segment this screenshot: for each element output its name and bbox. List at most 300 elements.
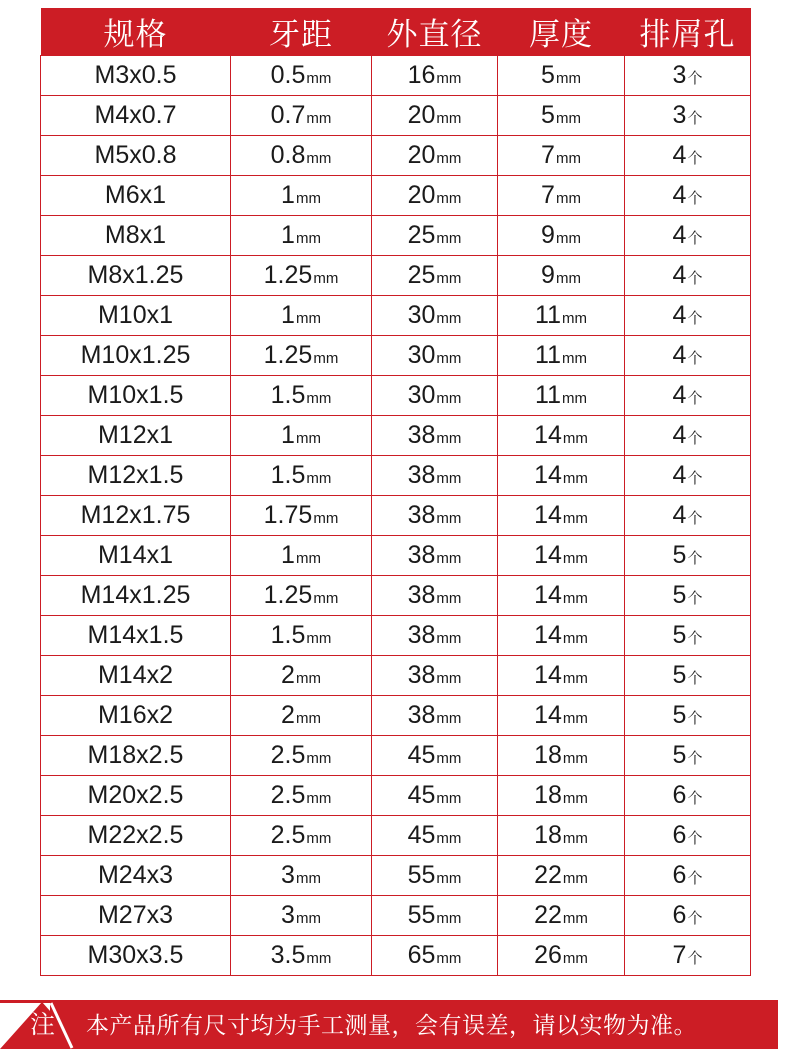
cell-value: 14: [534, 701, 562, 729]
cell-outer-diameter: [372, 536, 498, 576]
cell-outer-diameter: [372, 896, 498, 936]
cell-outer-diameter: [372, 656, 498, 696]
cell-chip-holes: [625, 336, 751, 376]
cell-outer-diameter: [372, 576, 498, 616]
cell-spec: [41, 696, 231, 736]
cell-unit: 个: [687, 670, 703, 687]
cell-value: 26: [534, 941, 562, 969]
table-body: [41, 56, 751, 976]
cell-value: 20: [407, 101, 436, 129]
cell-unit: mm: [313, 270, 339, 287]
cell-value: 5: [672, 581, 687, 609]
cell-chip-holes: [625, 96, 751, 136]
cell-unit: mm: [436, 150, 462, 167]
cell-value: 38: [407, 501, 436, 529]
cell-unit: mm: [562, 590, 588, 607]
cell-pitch: [231, 936, 372, 976]
cell-value: 14: [534, 541, 562, 569]
cell-unit: mm: [555, 70, 581, 87]
cell-unit: 个: [687, 910, 703, 927]
cell-value: 4: [672, 501, 687, 529]
cell-unit: mm: [436, 470, 462, 487]
cell-value: 38: [407, 541, 436, 569]
cell-outer-diameter: [372, 856, 498, 896]
cell-value: 2: [281, 661, 295, 689]
cell-value: M8x1.25: [87, 261, 184, 289]
cell-pitch: [231, 56, 372, 96]
table-row: [41, 216, 751, 256]
cell-value: M8x1: [104, 221, 167, 249]
cell-unit: mm: [436, 830, 462, 847]
cell-chip-holes: [625, 296, 751, 336]
cell-unit: mm: [555, 270, 581, 287]
cell-unit: mm: [436, 270, 462, 287]
table-row: [41, 256, 751, 296]
cell-unit: mm: [436, 910, 462, 927]
cell-value: 18: [534, 781, 562, 809]
cell-thickness: [498, 256, 625, 296]
cell-value: 14: [534, 461, 562, 489]
cell-unit: 个: [687, 150, 703, 167]
cell-chip-holes: [625, 176, 751, 216]
cell-pitch: [231, 336, 372, 376]
cell-chip-holes: [625, 576, 751, 616]
cell-pitch: [231, 816, 372, 856]
cell-value: 6: [672, 861, 687, 889]
cell-unit: mm: [562, 550, 588, 567]
cell-value: M14x2: [97, 661, 174, 689]
cell-spec: [41, 256, 231, 296]
cell-value: 2: [281, 701, 295, 729]
cell-value: 30: [407, 341, 436, 369]
cell-thickness: [498, 376, 625, 416]
cell-value: 14: [534, 581, 562, 609]
cell-thickness: [498, 456, 625, 496]
cell-chip-holes: [625, 376, 751, 416]
cell-unit: mm: [562, 470, 588, 487]
cell-value: 7: [541, 181, 555, 209]
cell-value: M24x3: [97, 861, 174, 889]
header-chip-holes: 排屑孔: [625, 8, 751, 56]
cell-unit: mm: [562, 950, 588, 967]
cell-unit: 个: [687, 750, 703, 767]
cell-value: 65: [407, 941, 436, 969]
cell-chip-holes: [625, 936, 751, 976]
cell-value: 1.25: [263, 341, 313, 369]
cell-outer-diameter: [372, 56, 498, 96]
cell-unit: 个: [687, 590, 703, 607]
cell-unit: mm: [295, 670, 321, 687]
cell-value: M22x2.5: [87, 821, 184, 849]
cell-pitch: [231, 496, 372, 536]
cell-value: 4: [672, 301, 687, 329]
cell-value: 1.25: [263, 581, 313, 609]
cell-thickness: [498, 576, 625, 616]
cell-chip-holes: [625, 816, 751, 856]
cell-pitch: [231, 736, 372, 776]
cell-unit: mm: [306, 110, 332, 127]
table-row: [41, 96, 751, 136]
table-row: [41, 56, 751, 96]
cell-pitch: [231, 856, 372, 896]
cell-value: M16x2: [97, 701, 174, 729]
cell-value: 1: [281, 541, 295, 569]
cell-thickness: [498, 136, 625, 176]
cell-unit: mm: [436, 590, 462, 607]
cell-pitch: [231, 376, 372, 416]
cell-value: 14: [534, 661, 562, 689]
cell-value: 1.75: [263, 501, 313, 529]
cell-value: M12x1.5: [87, 461, 184, 489]
cell-value: 1.5: [270, 381, 306, 409]
table-row: [41, 176, 751, 216]
cell-thickness: [498, 296, 625, 336]
cell-pitch: [231, 456, 372, 496]
cell-thickness: [498, 336, 625, 376]
cell-value: 30: [407, 381, 436, 409]
cell-spec: [41, 296, 231, 336]
note-text: 本产品所有尺寸均为手工测量，会有误差，请以实物为准。: [86, 1012, 697, 1038]
header-spec: 规格: [41, 8, 231, 56]
cell-unit: mm: [436, 110, 462, 127]
cell-value: 3.5: [270, 941, 306, 969]
cell-value: 4: [672, 461, 687, 489]
cell-value: M27x3: [97, 901, 174, 929]
cell-unit: mm: [562, 790, 588, 807]
cell-unit: mm: [295, 870, 321, 887]
cell-unit: mm: [295, 190, 321, 207]
table-row: [41, 536, 751, 576]
cell-unit: mm: [562, 830, 588, 847]
cell-thickness: [498, 816, 625, 856]
cell-outer-diameter: [372, 696, 498, 736]
cell-thickness: [498, 736, 625, 776]
cell-unit: mm: [555, 110, 581, 127]
cell-spec: [41, 656, 231, 696]
cell-value: M10x1.25: [80, 341, 191, 369]
cell-value: 7: [541, 141, 555, 169]
cell-value: 1.25: [263, 261, 313, 289]
cell-value: 18: [534, 821, 562, 849]
cell-value: 5: [541, 101, 555, 129]
cell-value: M30x3.5: [87, 941, 184, 969]
cell-chip-holes: [625, 696, 751, 736]
cell-unit: 个: [687, 830, 703, 847]
table-row: [41, 136, 751, 176]
cell-value: 4: [672, 221, 687, 249]
cell-unit: mm: [562, 710, 588, 727]
cell-unit: mm: [306, 790, 332, 807]
table-row: [41, 856, 751, 896]
cell-value: 45: [407, 781, 436, 809]
cell-unit: mm: [295, 310, 321, 327]
cell-thickness: [498, 56, 625, 96]
cell-outer-diameter: [372, 96, 498, 136]
cell-spec: [41, 416, 231, 456]
cell-thickness: [498, 696, 625, 736]
cell-pitch: [231, 616, 372, 656]
cell-value: 45: [407, 821, 436, 849]
cell-unit: 个: [687, 70, 703, 87]
cell-unit: mm: [562, 750, 588, 767]
cell-outer-diameter: [372, 256, 498, 296]
cell-outer-diameter: [372, 496, 498, 536]
cell-value: 0.7: [270, 101, 306, 129]
cell-thickness: [498, 176, 625, 216]
cell-chip-holes: [625, 536, 751, 576]
cell-pitch: [231, 296, 372, 336]
spec-table: [40, 8, 751, 976]
cell-chip-holes: [625, 136, 751, 176]
cell-unit: mm: [562, 910, 588, 927]
cell-unit: mm: [436, 790, 462, 807]
cell-value: 4: [672, 341, 687, 369]
cell-chip-holes: [625, 776, 751, 816]
cell-value: 38: [407, 581, 436, 609]
cell-unit: 个: [687, 230, 703, 247]
cell-value: 38: [407, 421, 436, 449]
cell-unit: 个: [687, 630, 703, 647]
cell-unit: 个: [687, 950, 703, 967]
cell-spec: [41, 456, 231, 496]
cell-spec: [41, 896, 231, 936]
cell-value: 55: [407, 901, 436, 929]
cell-spec: [41, 536, 231, 576]
cell-spec: [41, 816, 231, 856]
cell-chip-holes: [625, 496, 751, 536]
cell-spec: [41, 616, 231, 656]
cell-value: 5: [672, 741, 687, 769]
cell-unit: mm: [562, 430, 588, 447]
cell-value: 38: [407, 621, 436, 649]
cell-unit: 个: [687, 510, 703, 527]
table-row: [41, 816, 751, 856]
cell-spec: [41, 936, 231, 976]
cell-value: 14: [534, 501, 562, 529]
cell-unit: mm: [562, 870, 588, 887]
cell-thickness: [498, 416, 625, 456]
cell-spec: [41, 376, 231, 416]
cell-value: 9: [541, 221, 555, 249]
cell-value: 5: [672, 541, 687, 569]
cell-pitch: [231, 576, 372, 616]
cell-chip-holes: [625, 256, 751, 296]
cell-value: M6x1: [104, 181, 167, 209]
table-row: [41, 456, 751, 496]
table-row: [41, 376, 751, 416]
cell-chip-holes: [625, 416, 751, 456]
cell-value: 5: [672, 661, 687, 689]
cell-pitch: [231, 416, 372, 456]
cell-unit: mm: [436, 390, 462, 407]
cell-value: 30: [407, 301, 436, 329]
table-row: [41, 496, 751, 536]
cell-chip-holes: [625, 856, 751, 896]
cell-value: 1: [281, 301, 295, 329]
cell-value: 5: [672, 701, 687, 729]
cell-value: 6: [672, 821, 687, 849]
cell-thickness: [498, 776, 625, 816]
cell-unit: mm: [436, 350, 462, 367]
table-row: [41, 336, 751, 376]
cell-unit: mm: [306, 470, 332, 487]
cell-thickness: [498, 616, 625, 656]
cell-value: 11: [535, 341, 561, 369]
cell-value: 20: [407, 141, 436, 169]
cell-spec: [41, 576, 231, 616]
cell-unit: mm: [436, 630, 462, 647]
cell-pitch: [231, 176, 372, 216]
cell-value: 2.5: [270, 741, 306, 769]
cell-value: 1: [281, 221, 295, 249]
cell-spec: [41, 136, 231, 176]
cell-value: 55: [407, 861, 436, 889]
cell-thickness: [498, 96, 625, 136]
cell-unit: mm: [562, 630, 588, 647]
cell-pitch: [231, 136, 372, 176]
cell-unit: mm: [561, 310, 587, 327]
cell-value: 9: [541, 261, 555, 289]
cell-chip-holes: [625, 56, 751, 96]
cell-value: M3x0.5: [94, 61, 177, 89]
cell-unit: mm: [313, 590, 339, 607]
table-row: [41, 616, 751, 656]
cell-chip-holes: [625, 896, 751, 936]
cell-chip-holes: [625, 216, 751, 256]
cell-unit: 个: [687, 190, 703, 207]
cell-chip-holes: [625, 616, 751, 656]
cell-unit: mm: [436, 870, 462, 887]
cell-value: 14: [534, 621, 562, 649]
cell-value: 11: [535, 301, 561, 329]
cell-outer-diameter: [372, 736, 498, 776]
cell-spec: [41, 776, 231, 816]
cell-thickness: [498, 496, 625, 536]
cell-spec: [41, 56, 231, 96]
cell-unit: mm: [306, 630, 332, 647]
cell-spec: [41, 736, 231, 776]
cell-value: M18x2.5: [87, 741, 184, 769]
cell-value: 3: [672, 61, 687, 89]
cell-unit: mm: [436, 950, 462, 967]
cell-unit: mm: [436, 710, 462, 727]
cell-value: 4: [672, 381, 687, 409]
cell-value: M14x1: [97, 541, 174, 569]
cell-unit: mm: [295, 710, 321, 727]
cell-unit: mm: [295, 430, 321, 447]
cell-thickness: [498, 936, 625, 976]
cell-spec: [41, 496, 231, 536]
cell-unit: mm: [306, 70, 332, 87]
cell-value: 1: [281, 181, 295, 209]
table-row: [41, 296, 751, 336]
cell-value: 3: [672, 101, 687, 129]
cell-unit: mm: [306, 390, 332, 407]
header-outer-diameter: 外直径: [372, 8, 498, 56]
cell-pitch: [231, 656, 372, 696]
cell-spec: [41, 216, 231, 256]
cell-outer-diameter: [372, 616, 498, 656]
cell-unit: mm: [295, 550, 321, 567]
cell-outer-diameter: [372, 816, 498, 856]
cell-unit: 个: [687, 470, 703, 487]
cell-unit: 个: [687, 350, 703, 367]
cell-unit: mm: [306, 950, 332, 967]
header-thickness: 厚度: [498, 8, 625, 56]
cell-value: 4: [672, 261, 687, 289]
cell-value: 7: [672, 941, 687, 969]
cell-outer-diameter: [372, 416, 498, 456]
cell-value: 1: [281, 421, 295, 449]
cell-unit: mm: [295, 230, 321, 247]
cell-value: 38: [407, 461, 436, 489]
table-row: [41, 776, 751, 816]
table-row: [41, 696, 751, 736]
cell-value: M14x1.5: [87, 621, 184, 649]
cell-pitch: [231, 256, 372, 296]
header-pitch: 牙距: [231, 8, 372, 56]
cell-unit: mm: [313, 350, 339, 367]
cell-spec: [41, 96, 231, 136]
cell-unit: mm: [561, 350, 587, 367]
cell-value: M12x1.75: [80, 501, 191, 529]
cell-unit: mm: [436, 430, 462, 447]
cell-unit: mm: [562, 670, 588, 687]
cell-outer-diameter: [372, 456, 498, 496]
cell-unit: mm: [306, 150, 332, 167]
cell-thickness: [498, 656, 625, 696]
cell-unit: mm: [436, 310, 462, 327]
cell-value: M10x1.5: [87, 381, 184, 409]
cell-pitch: [231, 696, 372, 736]
cell-spec: [41, 336, 231, 376]
cell-unit: mm: [555, 150, 581, 167]
cell-thickness: [498, 536, 625, 576]
cell-unit: mm: [562, 510, 588, 527]
cell-value: 4: [672, 141, 687, 169]
cell-unit: mm: [561, 390, 587, 407]
table-row: [41, 416, 751, 456]
cell-pitch: [231, 776, 372, 816]
cell-value: 6: [672, 901, 687, 929]
cell-value: 16: [407, 61, 436, 89]
cell-unit: mm: [436, 510, 462, 527]
cell-value: M12x1: [97, 421, 174, 449]
cell-value: 1.5: [270, 621, 306, 649]
cell-pitch: [231, 896, 372, 936]
cell-value: 11: [535, 381, 561, 409]
cell-unit: 个: [687, 270, 703, 287]
cell-unit: 个: [687, 550, 703, 567]
cell-value: 0.5: [270, 61, 306, 89]
note-bar: [0, 1000, 790, 1049]
cell-chip-holes: [625, 736, 751, 776]
cell-unit: 个: [687, 110, 703, 127]
table-row: [41, 736, 751, 776]
cell-outer-diameter: [372, 776, 498, 816]
cell-value: M20x2.5: [87, 781, 184, 809]
cell-unit: mm: [295, 910, 321, 927]
cell-unit: 个: [687, 390, 703, 407]
cell-outer-diameter: [372, 176, 498, 216]
cell-unit: mm: [306, 750, 332, 767]
cell-thickness: [498, 896, 625, 936]
cell-unit: 个: [687, 710, 703, 727]
cell-value: 18: [534, 741, 562, 769]
cell-value: M4x0.7: [94, 101, 177, 129]
cell-chip-holes: [625, 656, 751, 696]
cell-value: M14x1.25: [80, 581, 191, 609]
